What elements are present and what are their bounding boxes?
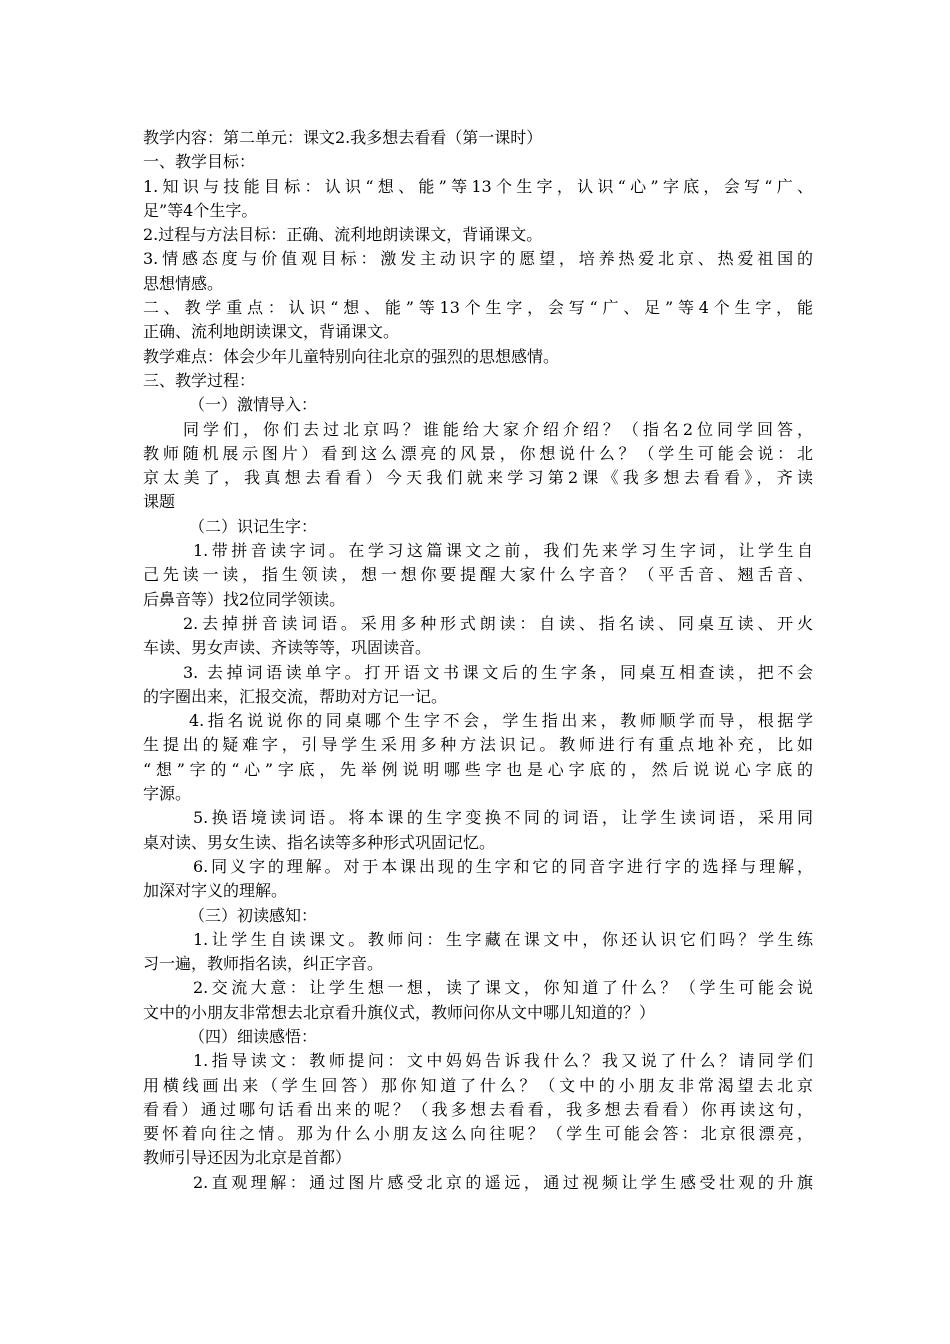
text-line: 教师随机展示图片）看到这么漂亮的风景，你想说什么？（学生可能会说：北: [143, 443, 813, 463]
text-line: 2.直观理解：通过图片感受北京的遥远，通过视频让学生感受壮观的升旗: [193, 1172, 813, 1192]
text-line: 1.带拼音读字词。在学习这篇课文之前，我们先来学习生字词，让学生自: [193, 541, 813, 561]
text-line: “想”字的“心”字底，先举例说明哪些字也是心字底的，然后说说心字底的: [143, 759, 813, 779]
document-body: [143, 126, 813, 1195]
text-line: 用横线画出来（学生回答）那你知道了什么？（文中的小朋友非常渴望去北京: [143, 1075, 813, 1095]
text-line: 正确、流利地朗读课文，背诵课文。: [143, 322, 400, 342]
text-line: 1.指导读文：教师提问：文中妈妈告诉我什么？我又说了什么？请同学们: [193, 1051, 813, 1071]
text-line: 京太美了，我真想去看看）今天我们就来学习第2课《我多想去看看》，齐读: [143, 468, 813, 488]
text-line: 己先读一读，指生领读，想一想你要提醒大家什么字音？（平舌音、翘舌音、: [143, 565, 813, 585]
text-line: 3. 去掉词语读单字。打开语文书课文后的生字条，同桌互相查读，把不会: [183, 662, 813, 682]
text-line: 要怀着向往之情。那为什么小朋友这么向往呢？（学生可能会答：北京很漂亮，: [143, 1124, 813, 1144]
text-line: 1.知识与技能目标：认识“想、能”等13个生字，认识“心”字底，会写“广、: [143, 176, 813, 196]
text-line: 课题: [143, 492, 176, 512]
text-line: 思想情感。: [143, 273, 224, 293]
text-line: 后鼻音等）找2位同学领读。: [143, 589, 346, 609]
text-line: 习一遍，教师指名读，纠正字音。: [143, 954, 384, 974]
text-line: 同学们，你们去过北京吗？谁能给大家介绍介绍？（指名2位同学回答，: [183, 419, 813, 439]
text-line: 字源。: [143, 784, 192, 804]
text-line: 教学内容：第二单元：课文2.我多想去看看（第一课时）: [143, 128, 543, 147]
text-line: 一、教学目标：: [143, 152, 256, 172]
text-line: 看看）通过哪句话看出来的呢？（我多想去看看，我多想去看看）你再读这句，: [143, 1099, 813, 1119]
text-line: 2.过程与方法目标：正确、流利地朗读课文，背诵课文。: [143, 225, 543, 245]
text-line: 三、教学过程：: [143, 370, 256, 390]
text-line: 车读、男女声读、齐读等等，巩固读音。: [143, 638, 432, 658]
text-line: 文中的小朋友非常想去北京看升旗仪式，教师问你从文中哪儿知道的？）: [143, 1002, 656, 1022]
text-line: 4.指名说说你的同桌哪个生字不会，学生指出来，教师顺学而导，根据学: [189, 711, 813, 731]
text-line: 6.同义字的理解。对于本课出现的生字和它的同音字进行字的选择与理解，: [193, 856, 813, 876]
text-line: 生提出的疑难字，引导学生采用多种方法识记。教师进行有重点地补充，比如: [143, 735, 813, 755]
text-line: 5.换语境读词语。将本课的生字变换不同的词语，让学生读词语，采用同: [193, 808, 813, 828]
text-line: 2.去掉拼音读词语。采用多种形式朗读：自读、指名读、同桌互读、开火: [183, 613, 813, 633]
text-line: 的字圈出来，汇报交流，帮助对方记一记。: [143, 686, 448, 706]
text-line: 桌对读、男女生读、指名读等多种形式巩固记忆。: [143, 832, 496, 852]
text-line: 3.情感态度与价值观目标：激发主动识字的愿望，培养热爱北京、热爱祖国的: [143, 249, 813, 269]
text-line: （三）初读感知：: [189, 905, 318, 925]
text-line: 2.交流大意：让学生想一想，读了课文，你知道了什么？（学生可能会说: [193, 978, 813, 998]
text-line: 教学难点：体会少年儿童特别向往北京的强烈的思想感情。: [143, 346, 560, 366]
text-line: （一）激情导入：: [189, 395, 318, 415]
text-line: 1.让学生自读课文。教师问：生字藏在课文中，你还认识它们吗？学生练: [193, 929, 813, 949]
text-line: （四）细读感悟：: [189, 1026, 318, 1046]
text-line: （二）识记生字：: [189, 516, 318, 536]
text-line: 加深对字义的理解。: [143, 881, 288, 901]
text-line: 二、教学重点：认识“想、能”等13个生字，会写“广、足”等4个生字，能: [143, 298, 813, 318]
text-line: 足”等4个生字。: [143, 200, 258, 220]
text-line: 教师引导还因为北京是首都）: [143, 1148, 352, 1168]
